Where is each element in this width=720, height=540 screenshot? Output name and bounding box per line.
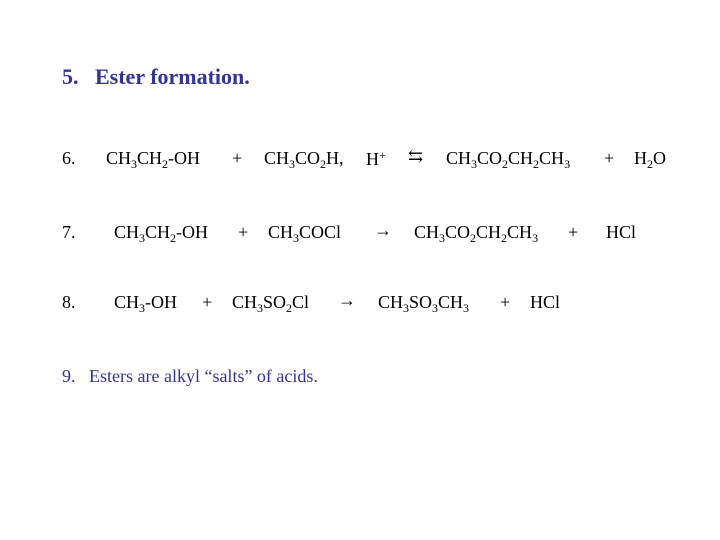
heading-number: 5.	[62, 64, 79, 89]
item-8-number: 8.	[62, 292, 76, 312]
right-arrow-icon: →	[374, 220, 392, 240]
item-8-plus-2: +	[500, 292, 511, 312]
item-8-reactant-mesyl-chloride: $CH_3SO_2Cl$	[232, 292, 310, 315]
item-7-reactant-ethanol: $CH_3CH_2-OH$	[114, 222, 209, 245]
heading-text: Ester formation.	[95, 64, 250, 89]
item-6-number: 6.	[62, 148, 76, 168]
right-arrow-icon: →	[338, 290, 356, 310]
item-6-reactant-acetic-acid: $CH_3CO_2H$,	[264, 148, 344, 171]
item-8-plus: +	[202, 292, 213, 312]
item-8-product-ester: $CH_3SO_3CH_3$	[378, 292, 470, 315]
item-6-plus-2: +	[604, 148, 615, 168]
item-6-catalyst: H+	[366, 148, 386, 169]
item-7-product-ester: $CH_3CO_2CH_2CH_3$	[414, 222, 539, 245]
item-7-number: 7.	[62, 222, 76, 242]
item-6-product-water: $H_2O$	[634, 148, 666, 171]
item-8-product-hcl: HCl	[530, 292, 561, 312]
item-8-reactant-methanol: $CH_3-OH$	[114, 292, 178, 315]
heading	[62, 64, 250, 90]
equilibrium-arrow-icon: ⇆	[408, 146, 424, 166]
item-7-product-hcl: HCl	[606, 222, 637, 242]
item-7-plus: +	[238, 222, 249, 242]
item-6-product-ester: $CH_3CO_2CH_2CH_3$	[446, 148, 571, 171]
item-9-text: Esters are alkyl “salts” of acids.	[89, 366, 318, 386]
item-7-plus-2: +	[568, 222, 579, 242]
item-7-reactant-acetyl-chloride: $CH_3COCl$	[268, 222, 342, 245]
item-9-number: 9.	[62, 366, 76, 386]
item-9	[62, 366, 318, 387]
item-6-reactant-ethanol: $CH_3CH_2-OH$	[106, 148, 201, 171]
item-6-plus: +	[232, 148, 243, 168]
